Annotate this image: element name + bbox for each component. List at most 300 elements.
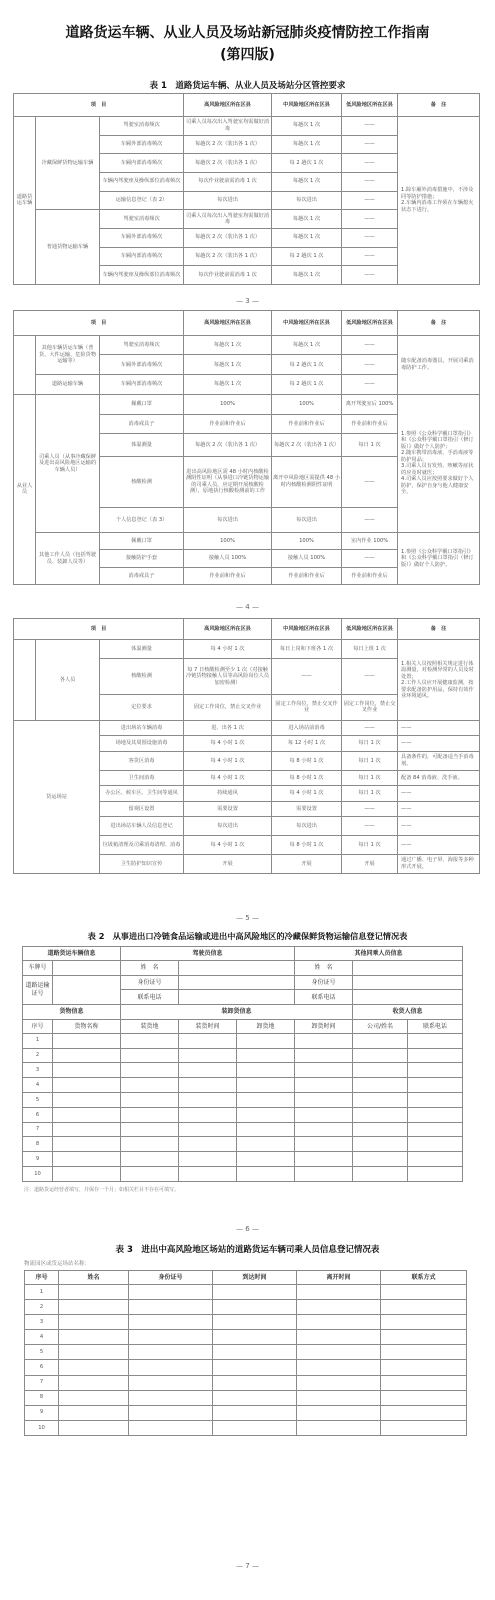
category-personnel: 从业人员 — [14, 394, 36, 584]
high-cell: 每 4 小时 1 次 — [184, 770, 272, 785]
blank-cell[interactable] — [213, 1405, 297, 1420]
low-risk-cell: —— — [342, 210, 398, 229]
item-cell: 车厢内部消毒频次 — [100, 375, 184, 395]
label-other-name: 姓 名 — [295, 960, 353, 975]
blank-cell[interactable] — [381, 1405, 467, 1420]
column-header: 离开时间 — [297, 1271, 381, 1285]
blank-cell[interactable] — [408, 1078, 463, 1093]
blank-cell[interactable] — [59, 1300, 129, 1315]
blank-cell[interactable] — [237, 1107, 295, 1122]
blank-cell[interactable] — [213, 1315, 297, 1330]
blank-cell[interactable] — [353, 1063, 408, 1078]
blank-cell[interactable] — [53, 1048, 121, 1063]
blank-cell[interactable] — [213, 1345, 297, 1360]
high-risk-cell: 司乘人员每次出入驾驶室均需做好消毒 — [184, 116, 272, 135]
blank-cell[interactable] — [408, 1137, 463, 1152]
field-other-id[interactable] — [353, 975, 463, 990]
blank-cell[interactable] — [129, 1360, 213, 1375]
blank-cell[interactable] — [353, 1122, 408, 1137]
item-cell: 佩戴口罩 — [100, 394, 184, 414]
table-row — [25, 1375, 467, 1390]
row-number: 2 — [23, 1048, 53, 1063]
blank-cell[interactable] — [353, 1078, 408, 1093]
blank-cell[interactable] — [408, 1107, 463, 1122]
label-plate: 车牌号 — [23, 960, 53, 975]
table-row — [14, 116, 480, 135]
blank-cell[interactable] — [179, 1122, 237, 1137]
low-cell: —— — [342, 456, 398, 508]
blank-cell[interactable] — [295, 1033, 353, 1048]
blank-cell[interactable] — [408, 1093, 463, 1108]
blank-cell[interactable] — [297, 1420, 381, 1435]
blank-cell[interactable] — [129, 1405, 213, 1420]
item-cell: 客货区消毒 — [100, 751, 184, 770]
row-number: 5 — [23, 1093, 53, 1108]
page-number: — 7 — — [236, 1562, 259, 1570]
table-row — [23, 1078, 463, 1093]
blank-cell[interactable] — [179, 1093, 237, 1108]
high-risk-cell: 每趟次 2 次（装出各 1 次） — [184, 247, 272, 266]
low-cell: 每日 1 次 — [342, 751, 398, 770]
field-license[interactable] — [53, 975, 121, 1005]
label-license: 道路运输证号 — [23, 975, 53, 1005]
table-row — [23, 1167, 463, 1182]
mid-cell: 每日上岗和下班各 1 次 — [272, 640, 342, 659]
blank-cell[interactable] — [129, 1420, 213, 1435]
mid-cell: 固定工作岗位，禁止交叉作业 — [272, 694, 342, 720]
item-cell: 车厢外部消毒频次 — [100, 355, 184, 375]
high-risk-cell: 每趟次 2 次（装出各 1 次） — [184, 154, 272, 173]
blank-cell[interactable] — [121, 1152, 179, 1167]
blank-cell[interactable] — [353, 1107, 408, 1122]
table-row — [14, 720, 480, 735]
blank-cell[interactable] — [53, 1063, 121, 1078]
page-number: — 6 — — [236, 1225, 259, 1233]
table2-info-row — [23, 975, 463, 990]
remark-cell: —— — [398, 786, 480, 801]
blank-cell[interactable] — [295, 1063, 353, 1078]
blank-cell[interactable] — [129, 1300, 213, 1315]
blank-cell[interactable] — [179, 1033, 237, 1048]
blank-cell[interactable] — [53, 1167, 121, 1182]
mid-cell: 进入场站前消毒 — [272, 720, 342, 735]
blank-cell[interactable] — [213, 1300, 297, 1315]
header-high-risk: 高风险地区所在区县 — [184, 94, 272, 117]
blank-cell[interactable] — [408, 1033, 463, 1048]
header-remark: 备 注 — [398, 94, 480, 117]
row-number: 3 — [25, 1315, 59, 1330]
table-row — [25, 1390, 467, 1405]
blank-cell[interactable] — [179, 1107, 237, 1122]
blank-cell[interactable] — [381, 1360, 467, 1375]
row-number: 6 — [25, 1360, 59, 1375]
table-row — [25, 1420, 467, 1435]
table-row — [14, 335, 480, 355]
blank-cell[interactable] — [213, 1420, 297, 1435]
blank-cell[interactable] — [59, 1420, 129, 1435]
blank-cell[interactable] — [381, 1390, 467, 1405]
blank-cell[interactable] — [295, 1122, 353, 1137]
group-other-info: 其他同乘人员信息 — [295, 947, 463, 961]
row-number: 2 — [25, 1300, 59, 1315]
blank-cell[interactable] — [381, 1345, 467, 1360]
item-cell: 体温测量 — [100, 434, 184, 456]
blank-cell[interactable] — [213, 1375, 297, 1390]
blank-cell[interactable] — [129, 1330, 213, 1345]
blank-cell[interactable] — [129, 1375, 213, 1390]
table2-group-row — [23, 1005, 463, 1020]
table-row — [25, 1315, 467, 1330]
remark-cell: 具备条件的，可配备适当手消毒剂。 — [398, 751, 480, 770]
column-header: 姓名 — [59, 1271, 129, 1285]
blank-cell[interactable] — [53, 1093, 121, 1108]
mid-risk-cell: 每趟次 1 次 — [272, 228, 342, 247]
group-cargo-info: 货物信息 — [23, 1005, 121, 1020]
blank-cell[interactable] — [353, 1093, 408, 1108]
blank-cell[interactable] — [121, 1107, 179, 1122]
group-vehicle-info: 道路货运车辆信息 — [23, 947, 121, 961]
blank-cell[interactable] — [353, 1152, 408, 1167]
remark-cell: —— — [398, 720, 480, 735]
high-risk-cell: 每趟次 2 次（装出各 1 次） — [184, 135, 272, 154]
header-item: 项 目 — [14, 94, 184, 117]
blank-cell[interactable] — [381, 1285, 467, 1300]
row-number: 9 — [25, 1405, 59, 1420]
item-cell: 运输信息登记（表 2） — [100, 191, 184, 210]
mid-cell: 作业前和作业后 — [272, 567, 342, 584]
low-cell: 开展 — [342, 854, 398, 873]
blank-cell[interactable] — [297, 1345, 381, 1360]
field-driver-name[interactable] — [179, 960, 295, 975]
table2-note: 注：道路货运经营者填写，并保存一个月；如相关栏目不存在可填写。 — [24, 1187, 180, 1193]
blank-cell[interactable] — [295, 1048, 353, 1063]
field-other-phone[interactable] — [353, 990, 463, 1005]
subcategory-transport: 道路运输车辆 — [36, 375, 100, 395]
low-risk-cell: —— — [342, 335, 398, 355]
high-risk-cell: 每趟次 1 次 — [184, 335, 272, 355]
mid-risk-cell: 每趟次 1 次 — [272, 335, 342, 355]
item-cell: 核酸检测 — [100, 659, 184, 695]
high-cell: 100% — [184, 394, 272, 414]
remark-cell: —— — [398, 816, 480, 835]
header-low-risk: 低风险地区所在区县 — [342, 94, 398, 117]
table3-caption: 表 3 进出中高风险地区场站的道路货运车辆司乘人员信息登记情况表 — [115, 1245, 380, 1255]
high-cell: 每 4 小时 1 次 — [184, 736, 272, 751]
low-cell: —— — [342, 355, 398, 375]
field-driver-phone[interactable] — [179, 990, 295, 1005]
blank-cell[interactable] — [59, 1405, 129, 1420]
blank-cell[interactable] — [59, 1345, 129, 1360]
header-low-risk: 低风险地区所在区县 — [342, 619, 398, 640]
blank-cell[interactable] — [53, 1033, 121, 1048]
table-row — [25, 1300, 467, 1315]
table3 — [24, 1270, 467, 1436]
row-number: 5 — [25, 1345, 59, 1360]
blank-cell[interactable] — [381, 1420, 467, 1435]
blank-cell[interactable] — [121, 1093, 179, 1108]
blank-cell[interactable] — [121, 1137, 179, 1152]
low-risk-cell: —— — [342, 266, 398, 285]
mid-risk-cell: 每趟次 1 次 — [272, 172, 342, 191]
blank-cell[interactable] — [381, 1330, 467, 1345]
blank-cell[interactable] — [179, 1152, 237, 1167]
blank-cell[interactable] — [121, 1078, 179, 1093]
table-row — [25, 1285, 467, 1300]
low-risk-cell: —— — [342, 191, 398, 210]
blank-cell[interactable] — [237, 1122, 295, 1137]
blank-cell[interactable] — [129, 1315, 213, 1330]
blank-cell[interactable] — [53, 1107, 121, 1122]
table2-info-row — [23, 960, 463, 975]
field-other-name[interactable] — [353, 960, 463, 975]
row-number: 9 — [23, 1152, 53, 1167]
item-cell: 驾驶室消毒频次 — [100, 335, 184, 355]
category-vehicles: 道路货运车辆 — [14, 116, 36, 284]
subcategory-general: 普通货物运输车辆 — [36, 210, 100, 285]
table-row — [23, 1048, 463, 1063]
low-cell: —— — [342, 720, 398, 735]
blank-cell[interactable] — [179, 1063, 237, 1078]
subcategory-other-staff: 其他工作人员（包括驾驶员、装卸人员等） — [36, 533, 100, 585]
blank-cell[interactable] — [237, 1063, 295, 1078]
blank-cell[interactable] — [237, 1137, 295, 1152]
blank-cell[interactable] — [237, 1078, 295, 1093]
col-dest: 卸货地 — [237, 1020, 295, 1034]
row-number: 7 — [23, 1122, 53, 1137]
blank-cell[interactable] — [381, 1315, 467, 1330]
blank-cell[interactable] — [295, 1093, 353, 1108]
mid-cell: 作业前和作业后 — [272, 414, 342, 434]
blank-cell[interactable] — [408, 1167, 463, 1182]
label-other-phone: 联系电话 — [295, 990, 353, 1005]
low-cell: 固定工作岗位，禁止交叉作业 — [342, 694, 398, 720]
remark-cell: —— — [398, 801, 480, 816]
label-driver-phone: 联系电话 — [121, 990, 179, 1005]
blank-cell[interactable] — [53, 1152, 121, 1167]
table-row — [25, 1360, 467, 1375]
blank-cell[interactable] — [297, 1375, 381, 1390]
blank-cell[interactable] — [353, 1048, 408, 1063]
table-header-row — [14, 94, 480, 117]
remark-cell: —— — [398, 736, 480, 751]
header-mid-risk: 中风险地区所在区县 — [272, 619, 342, 640]
blank-cell[interactable] — [408, 1152, 463, 1167]
mid-risk-cell: 每 2 趟次 1 次 — [272, 154, 342, 173]
blank-cell[interactable] — [295, 1078, 353, 1093]
field-driver-id[interactable] — [179, 975, 295, 990]
mid-cell: 需要设置 — [272, 801, 342, 816]
blank-cell[interactable] — [179, 1048, 237, 1063]
header-item: 项 目 — [14, 619, 184, 640]
blank-cell[interactable] — [297, 1315, 381, 1330]
low-cell: 每日上班 1 次 — [342, 640, 398, 659]
mid-cell: 每 4 小时 1 次 — [272, 786, 342, 801]
item-cell: 定位要求 — [100, 694, 184, 720]
blank-cell[interactable] — [213, 1360, 297, 1375]
blank-cell[interactable] — [297, 1405, 381, 1420]
blank-cell[interactable] — [295, 1167, 353, 1182]
subcategory-staff: 各人员 — [36, 640, 100, 721]
blank-cell[interactable] — [59, 1315, 129, 1330]
blank-cell[interactable] — [295, 1152, 353, 1167]
high-cell: 每趟次 1 次 — [184, 375, 272, 395]
header-mid-risk: 中风险地区所在区县 — [272, 311, 342, 336]
item-cell: 车辆内驾驶座及操纵部位消毒频次 — [100, 172, 184, 191]
table2 — [22, 946, 463, 1182]
mid-cell: 每次进出 — [272, 816, 342, 835]
blank-cell[interactable] — [381, 1375, 467, 1390]
row-number: 1 — [23, 1033, 53, 1048]
blank-cell[interactable] — [237, 1048, 295, 1063]
field-plate[interactable] — [53, 960, 121, 975]
high-cell: 开展 — [184, 854, 272, 873]
item-cell: 卫生间消毒 — [100, 770, 184, 785]
mid-cell: 每 12 小时 1 次 — [272, 736, 342, 751]
high-cell: 接触人员 100% — [184, 550, 272, 567]
row-number: 8 — [23, 1137, 53, 1152]
remark-cell: —— — [398, 835, 480, 854]
blank-cell[interactable] — [121, 1167, 179, 1182]
blank-cell[interactable] — [353, 1167, 408, 1182]
blank-cell[interactable] — [121, 1048, 179, 1063]
high-cell: 进、出各 1 次 — [184, 720, 272, 735]
table-row — [25, 1330, 467, 1345]
blank-cell[interactable] — [53, 1122, 121, 1137]
blank-cell[interactable] — [408, 1122, 463, 1137]
blank-cell[interactable] — [295, 1137, 353, 1152]
low-cell: 室内作业 100% — [342, 533, 398, 550]
blank-cell[interactable] — [53, 1137, 121, 1152]
mid-cell: 每 8 小时 1 次 — [272, 835, 342, 854]
blank-cell[interactable] — [129, 1285, 213, 1300]
remark-cell: 1.相关人员按照相关规定进行体温测量，对检测异常的人员及时处置； 2.工作人员应开展健康监测，按要求配备防护用品，保持有效作业环境通风。 — [398, 640, 480, 721]
blank-cell[interactable] — [59, 1390, 129, 1405]
item-cell: 接触防护手套 — [100, 550, 184, 567]
mid-risk-cell: 每趟次 1 次 — [272, 116, 342, 135]
blank-cell[interactable] — [179, 1078, 237, 1093]
item-cell: 核酸检测 — [100, 456, 184, 508]
table-header-row — [14, 311, 480, 336]
mid-cell: 100% — [272, 394, 342, 414]
low-cell: —— — [342, 659, 398, 695]
table1-caption: 表 1 道路货运车辆、从业人员及场站分区管控要求 — [149, 81, 346, 91]
blank-cell[interactable] — [179, 1137, 237, 1152]
row-number: 8 — [25, 1390, 59, 1405]
high-cell: 每趟次 2 次（装出各 1 次） — [184, 434, 272, 456]
blank-cell[interactable] — [213, 1390, 297, 1405]
subcategory-cold-chain: 冷藏保鲜货物运输车辆 — [36, 116, 100, 209]
remark-cell: 随车配备消毒器具，开展司乘消毒防护工作。 — [398, 335, 480, 394]
blank-cell[interactable] — [237, 1093, 295, 1108]
blank-cell[interactable] — [121, 1033, 179, 1048]
col-cargo: 货物名称 — [53, 1020, 121, 1034]
blank-cell[interactable] — [129, 1345, 213, 1360]
blank-cell[interactable] — [59, 1330, 129, 1345]
blank-cell[interactable] — [179, 1167, 237, 1182]
low-risk-cell: —— — [342, 228, 398, 247]
blank-cell[interactable] — [381, 1300, 467, 1315]
high-cell: 每次进出 — [184, 816, 272, 835]
column-header: 序号 — [25, 1271, 59, 1285]
header-high-risk: 高风险地区所在区县 — [184, 311, 272, 336]
low-cell: —— — [342, 816, 398, 835]
item-cell: 消毒戒具子 — [100, 567, 184, 584]
low-risk-cell: —— — [342, 247, 398, 266]
row-number: 3 — [23, 1063, 53, 1078]
item-cell: 个人信息登记（表 3） — [100, 508, 184, 533]
mid-cell: 每 2 趟次 1 次 — [272, 355, 342, 375]
mid-risk-cell: 每 2 趟次 1 次 — [272, 247, 342, 266]
mid-risk-cell: 每趟次 1 次 — [272, 210, 342, 229]
blank-cell[interactable] — [59, 1360, 129, 1375]
blank-cell[interactable] — [237, 1033, 295, 1048]
blank-cell[interactable] — [121, 1122, 179, 1137]
table-row — [14, 533, 480, 550]
low-risk-cell: —— — [342, 135, 398, 154]
table-row — [23, 1093, 463, 1108]
blank-cell[interactable] — [237, 1152, 295, 1167]
blank-cell[interactable] — [53, 1078, 121, 1093]
table1-part1 — [13, 93, 480, 285]
blank-cell[interactable] — [129, 1390, 213, 1405]
blank-cell[interactable] — [237, 1167, 295, 1182]
blank-cell[interactable] — [353, 1137, 408, 1152]
blank-cell[interactable] — [59, 1375, 129, 1390]
table-row — [23, 1033, 463, 1048]
header-low-risk: 低风险地区所在区县 — [342, 311, 398, 336]
blank-cell[interactable] — [408, 1048, 463, 1063]
table1-part2 — [13, 310, 480, 585]
mid-risk-cell: 每趟次 1 次 — [272, 266, 342, 285]
blank-cell[interactable] — [297, 1300, 381, 1315]
mid-risk-cell: 每趟次 1 次 — [272, 135, 342, 154]
subcategory-other-vehicles: 其他车辆货运车辆（普货、大件运输、危险货物运输等） — [36, 335, 100, 374]
blank-cell[interactable] — [295, 1107, 353, 1122]
document-title: 道路货运车辆、从业人员及场站新冠肺炎疫情防控工作指南 — [65, 25, 430, 41]
high-risk-cell: 司乘人员每次出入驾驶室均需做好消毒 — [184, 210, 272, 229]
low-cell: 每日 1 次 — [342, 786, 398, 801]
blank-cell[interactable] — [213, 1285, 297, 1300]
category-blank — [14, 640, 36, 721]
blank-cell[interactable] — [353, 1033, 408, 1048]
blank-cell[interactable] — [297, 1360, 381, 1375]
low-cell: 作业前和作业后 — [342, 414, 398, 434]
remark-cell: 通过广播、电子屏、海报等多种形式开展。 — [398, 854, 480, 873]
high-cell: 每 7 日核酸检测至少 1 次（对接触冷链货物接触人员等高风险岗位人员加密检测） — [184, 659, 272, 695]
item-cell: 车厢内部消毒频次 — [100, 154, 184, 173]
low-cell: 每日 1 次 — [342, 736, 398, 751]
blank-cell[interactable] — [213, 1330, 297, 1345]
table-row — [25, 1345, 467, 1360]
header-remark: 备 注 — [398, 619, 480, 640]
blank-cell[interactable] — [408, 1063, 463, 1078]
low-risk-cell: —— — [342, 172, 398, 191]
col-phone: 联系电话 — [408, 1020, 463, 1034]
blank-cell[interactable] — [59, 1285, 129, 1300]
col-load-time: 装货时间 — [179, 1020, 237, 1034]
label-driver-id: 身份证号 — [121, 975, 179, 990]
low-cell: 每日 1 次 — [342, 835, 398, 854]
high-cell: 作业前和作业后 — [184, 414, 272, 434]
blank-cell[interactable] — [297, 1390, 381, 1405]
blank-cell[interactable] — [297, 1330, 381, 1345]
item-cell: 留观区设置 — [100, 801, 184, 816]
blank-cell[interactable] — [121, 1063, 179, 1078]
item-cell: 驾驶室消毒频次 — [100, 210, 184, 229]
low-risk-cell: —— — [342, 154, 398, 173]
blank-cell[interactable] — [297, 1285, 381, 1300]
table-row — [23, 1122, 463, 1137]
